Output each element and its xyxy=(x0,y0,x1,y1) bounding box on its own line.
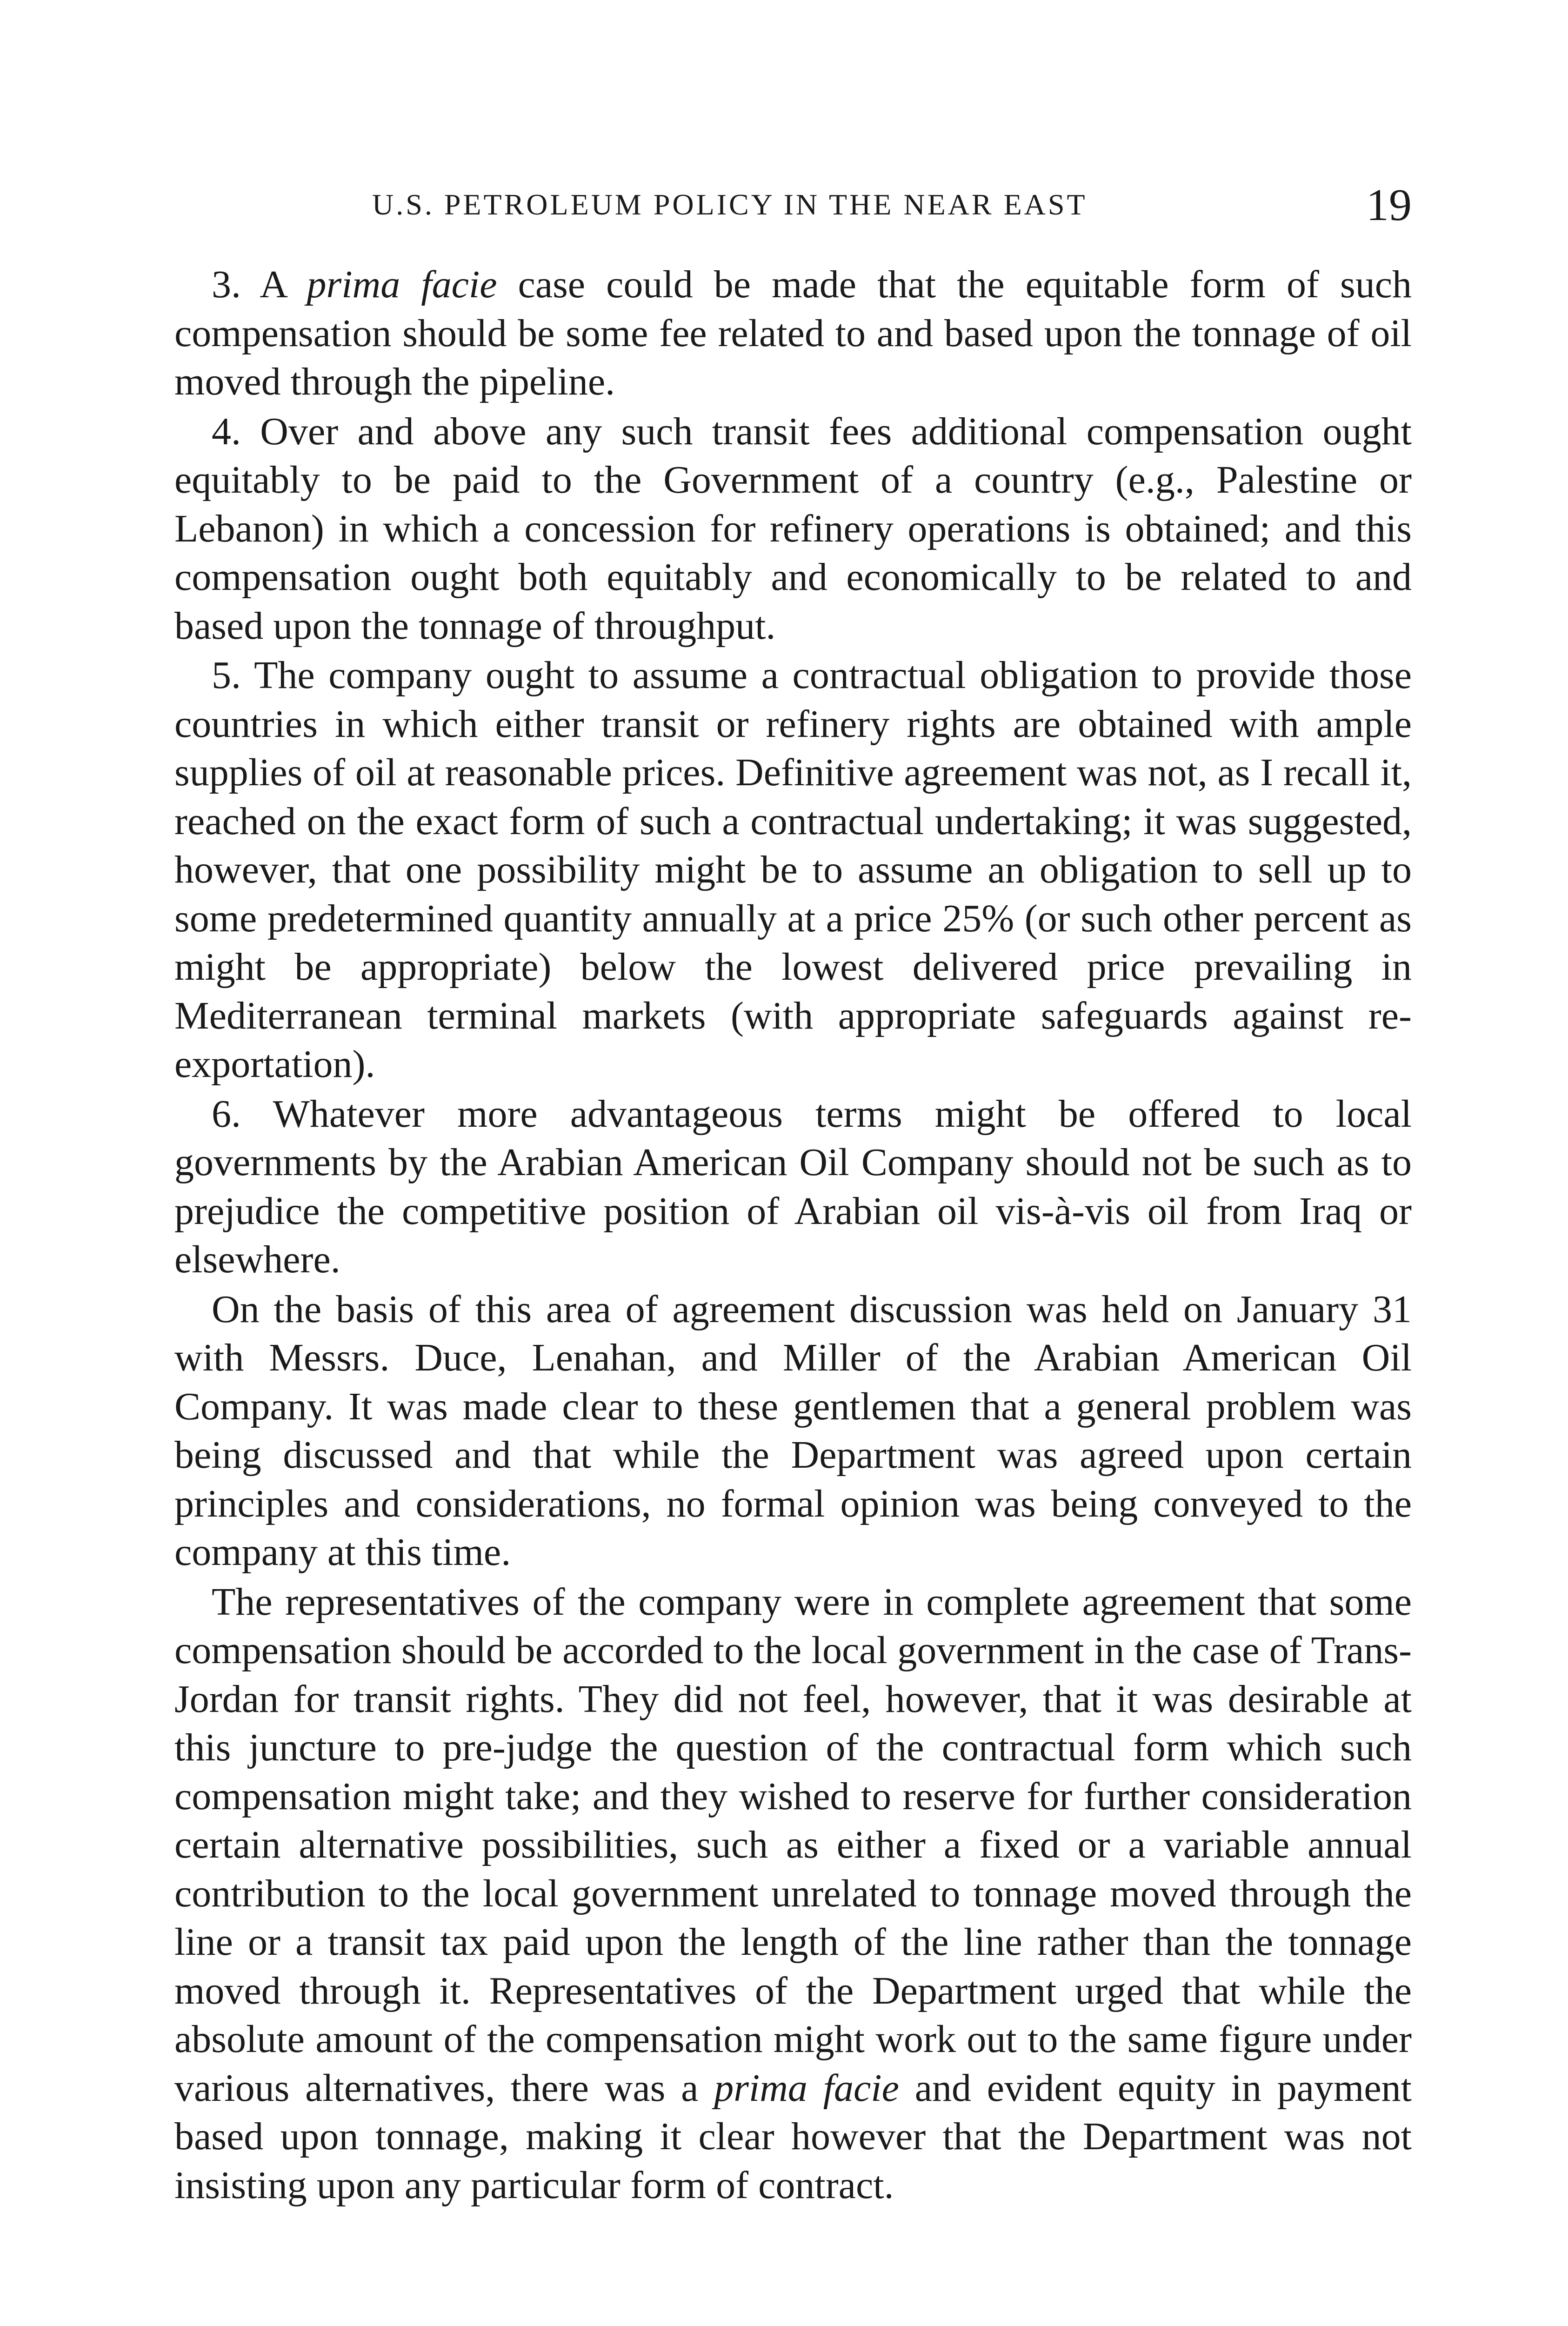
page-number: 19 xyxy=(1366,180,1412,230)
running-head xyxy=(174,179,1412,230)
paragraph-item-6: 6. Whatever more advantageous terms might be offered to local governments by the Arabian American Oil Company should not be such as to prejudice the competitive position of Arabian oil vis-à-vis oil from Iraq or elsewhere. xyxy=(174,1092,1412,1281)
paragraph-item-5: 5. The company ought to assume a contractual obligation to provide those countries in which either transit or refinery rights are obtained with ample supplies of oil at reasonable prices. Definitive agreement was not, as I recall it, reached on the exact form of such a contractual undertaking; it was suggested, however, that one possibility might be to assume an obligation to sell up to some predetermined quantity annually at a price 25% (or such other percent as might be appropriate) below the lowest delivered price prevailing in Mediterranean terminal markets (with appropriate safeguards against re-exportation). xyxy=(174,654,1412,1086)
italic-phrase: prima facie xyxy=(307,263,497,306)
body-text xyxy=(174,261,1412,2211)
running-title: U.S. PETROLEUM POLICY IN THE NEAR EAST xyxy=(372,188,1088,221)
paragraph-item-4: 4. Over and above any such transit fees additional compensation ought equitably to be paid to the Government of a country (e.g., Palestine or Lebanon) in which a concession for refinery operations is obtained; and this compensation ought both equitably and economically to be related to and based upon the tonnage of throughput. xyxy=(174,409,1412,648)
paragraph-text: case could be made that the equitable form of such compensation should be some fee related to and based upon the tonnage of oil moved through the pipeline. xyxy=(174,263,1412,403)
italic-phrase: prima facie xyxy=(714,2066,899,2110)
paragraph-text: and evident equity in payment based upon tonnage, making it clear however that the Department was not insisting upon any particular form of contract. xyxy=(174,2066,1412,2207)
paragraph-representatives xyxy=(174,1578,1412,2210)
paragraph-text: The representatives of the company were in complete agreement that some compensation should be accorded to the local government in the case of Trans-Jordan for transit rights. They did not feel, however, that it was desirable at this juncture to pre-judge the question of the contractual form which such compensation might take; and they wished to reserve for further consideration certain alternative possibilities, such as either a fixed or a variable annual contribution to the local government unrelated to tonnage moved through the line or a transit tax paid upon the length of the line rather than the tonnage moved through it. Representatives of the Department urged that while the absolute amount of the compensation might work out to the same figure under various alternatives, there was a xyxy=(174,1580,1412,2110)
paragraph-discussion: On the basis of this area of agreement discussion was held on January 31 with Messrs. Duce, Lenahan, and Miller of the Arabian American Oil Company. It was made clear to these gentlemen that a general problem was being discussed and that while the Department was agreed upon certain principles and considerations, no formal opinion was being conveyed to the company at this time. xyxy=(174,1287,1412,1574)
paragraph-text: 3. A xyxy=(212,263,307,306)
paragraph-item-3 xyxy=(174,261,1412,407)
